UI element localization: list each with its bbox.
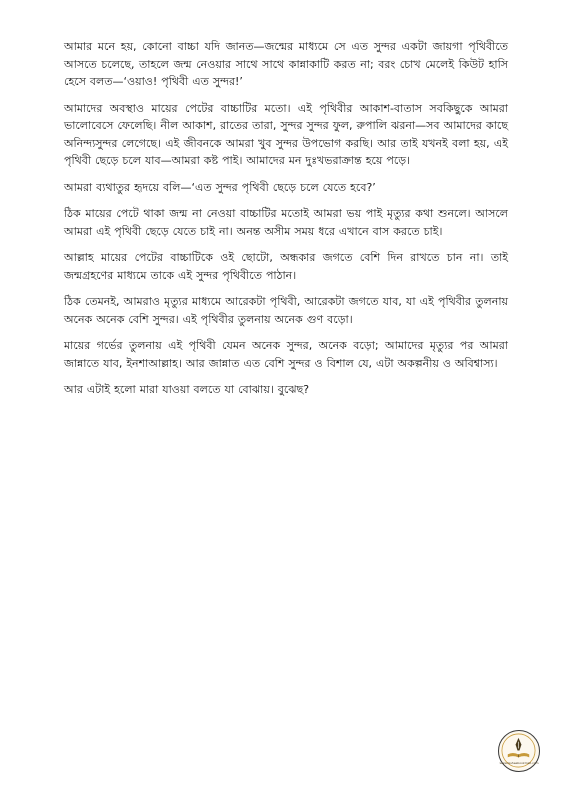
publisher-logo bbox=[498, 730, 540, 772]
document-body bbox=[64, 38, 508, 408]
paragraph-7: মায়ের গর্ভের তুলনায় এই পৃথিবী যেমন অনেক সুন্দর, অনেক বড়ো; আমাদের মৃত্যুর পর আমরা জান্নাতে যাব, ইনশাআল্লাহ। আর জান্নাত এত বেশি সুন্দর ও বিশাল যে, এটা অকল্পনীয় ও অবিশ্বাস্য। bbox=[64, 339, 508, 370]
paragraph-2: আমাদের অবস্থাও মায়ের পেটের বাচ্চাটির মতো। এই পৃথিবীর আকাশ-বাতাস সবকিছুকে আমরা ভালোবেসে ফেলেছি। নীল আকাশ, রাতের তারা, সুন্দর সুন্দর ফুল, রুপালি ঝরনা—সব আমাদের কাছে অনিন্দ্যসুন্দর লেগেছে। এই জীবনকে আমরা খুব সুন্দর উপভোগ করছি। আর তাই যখনই বলা হয়, এই পৃথিবী ছেড়ে চলে যাব—আমরা কষ্ট পাই। আমাদের মন দুঃখভরাক্রান্ত হয়ে পড়ে। bbox=[64, 101, 508, 167]
paragraph-5: আল্লাহ মায়ের পেটের বাচ্চাটিকে ওই ছোটো, অন্ধকার জগতে বেশি দিন রাখতে চান না। তাই জন্মগ্রহণের মাধ্যমে তাকে এই সুন্দর পৃথিবীতে পাঠান। bbox=[64, 251, 508, 282]
paragraph-8: আর এটাই হলো মারা যাওয়া বলতে যা বোঝায়। বুঝেছ? bbox=[64, 383, 310, 396]
paragraph-6: ঠিক তেমনই, আমরাও মৃত্যুর মাধ্যমে আরেকটা পৃথিবী, আরেকটা জগতে যাব, যা এই পৃথিবীর তুলনায় অনেক অনেক বেশি সুন্দর। এই পৃথিবীর তুলনায় অনেক গুণ বড়ো। bbox=[64, 295, 508, 326]
paragraph-1: আমার মনে হয়, কোনো বাচ্চা যদি জানত—জন্মের মাধ্যমে সে এত সুন্দর একটা জায়গা পৃথিবীতে আসতে চলেছে, তাহলে জন্ম নেওয়ার সাথে সাথে কান্নাকাটি করত না; বরং চোখ মেলেই কিউট হাসি হেসে বলত—‘ওয়াও! পৃথিবী এত সুন্দর!’ bbox=[64, 40, 508, 88]
paragraph-3: আমরা ব্যথাতুর হৃদয়ে বলি—‘এত সুন্দর পৃথিবী ছেড়ে চলে যেতে হবে?’ bbox=[64, 180, 376, 194]
paragraph-4: ঠিক মায়ের পেটে থাকা জন্ম না নেওয়া বাচ্চাটির মতোই আমরা ভয় পাই মৃত্যুর কথা শুনলে। আসলে আমরা এই পৃথিবী ছেড়ে যেতে চাই না। অনন্ত অসীম সময় ধরে এখানে বাস করতে চাই। bbox=[64, 207, 508, 238]
publisher-website: www.bisheebookmall.com bbox=[499, 761, 539, 765]
